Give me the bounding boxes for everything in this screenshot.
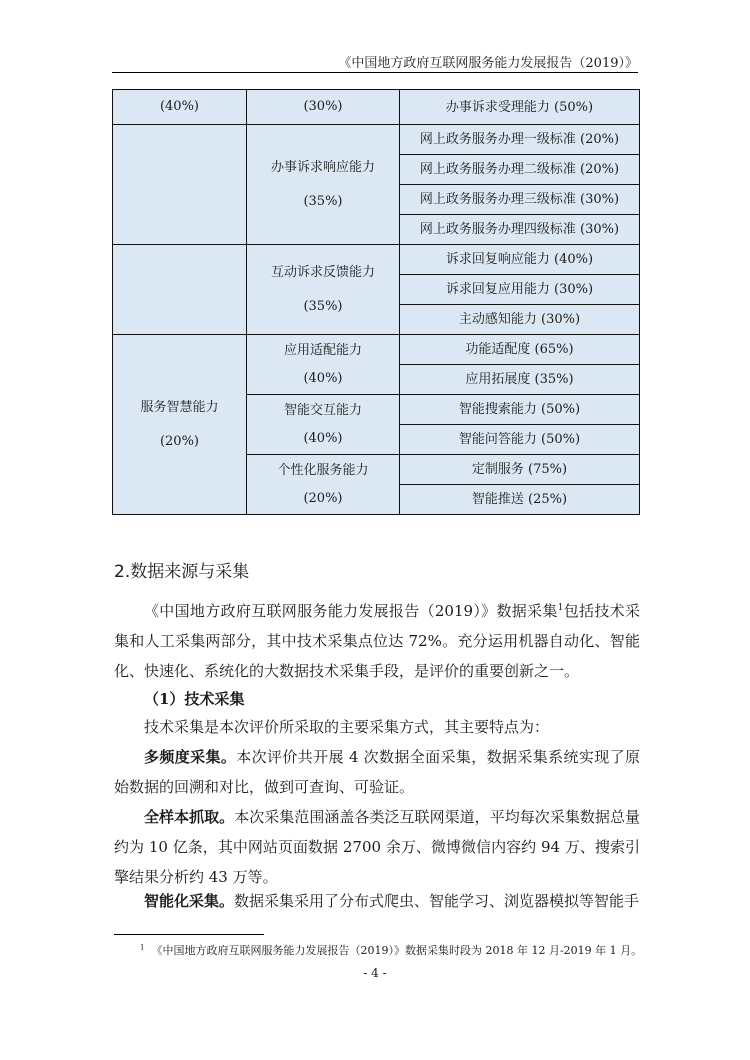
table-cell: 应用拓展度 (35%) [400, 365, 640, 395]
table-cell: 智能搜索能力 (50%) [400, 395, 640, 425]
group-name: 智能交互能力 [283, 402, 362, 418]
group-weight: (40%) [303, 370, 343, 386]
paragraph [114, 596, 640, 686]
table-cell-group [247, 395, 400, 455]
table-cell: 主动感知能力 (30%) [400, 305, 640, 335]
table-cell: 网上政务服务办理二级标准 (20%) [400, 155, 640, 185]
subsection-heading: （1）技术采集 [144, 690, 245, 708]
table-cell: 功能适配度 (65%) [400, 335, 640, 365]
paragraph-lead: 多频度采集。 [144, 748, 237, 766]
table-cell-group [113, 335, 247, 515]
footnote-text: 《中国地方政府互联网服务能力发展报告（2019）》数据采集时段为 2018 年 12 月-2019 年 1 月。 [151, 944, 643, 957]
table-cell: (30%) [247, 90, 400, 125]
paragraph-text: 本次采集范围涵盖各类泛互联网渠道，平均每次采集数据总量约为 10 亿条，其中网站页面数据 2700 余万、微博微信内容约 94 万、搜索引擎结果分析约 43 万等。 [114, 808, 640, 886]
group-weight: (20%) [303, 490, 343, 506]
paragraph-lead: 智能化采集。 [144, 892, 235, 910]
paragraph [114, 742, 640, 802]
paragraph-text: 《中国地方政府互联网服务能力发展报告（2019）》数据采集 [144, 602, 558, 620]
table-cell: 网上政务服务办理三级标准 (30%) [400, 185, 640, 215]
group-name: 服务智慧能力 [140, 399, 219, 415]
section-heading: 2.数据来源与采集 [114, 562, 250, 582]
group-weight: (20%) [159, 433, 200, 449]
indicator-table [112, 89, 640, 515]
table-cell: 网上政务服务办理四级标准 (30%) [400, 215, 640, 245]
paragraph-text: 本次评价共开展 4 次数据全面采集，数据采集系统实现了原始数据的回溯和对比，做到可查询、可验证。 [114, 748, 640, 796]
footnote-rule [114, 934, 264, 935]
table-cell: 办事诉求受理能力 (50%) [400, 90, 640, 125]
group-name: 应用适配能力 [283, 342, 362, 358]
table-cell-group [247, 335, 400, 395]
table-cell: 网上政务服务办理一级标准 (20%) [400, 125, 640, 155]
footnote-mark: 1 [140, 943, 145, 952]
paragraph-text: 数据采集采用了分布式爬虫、智能学习、浏览器模拟等智能手 [234, 892, 640, 910]
table-cell: 智能问答能力 (50%) [400, 425, 640, 455]
table-cell: 诉求回复应用能力 (30%) [400, 275, 640, 305]
group-weight: (35%) [303, 298, 343, 314]
running-header: 《中国地方政府互联网服务能力发展报告（2019）》 [338, 56, 638, 71]
table-cell: 智能推送 (25%) [400, 485, 640, 515]
table-cell-blank [113, 245, 247, 335]
group-name: 办事诉求响应能力 [270, 159, 375, 175]
group-weight: (35%) [303, 193, 343, 209]
table-cell: 定制服务 (75%) [400, 455, 640, 485]
table-cell-group [247, 125, 400, 245]
header-rule [112, 72, 638, 73]
table-cell-top-weight: (40%) [113, 90, 247, 125]
page-number: - 4 - [363, 966, 387, 980]
paragraph-text: 包括技术采集和人工采集两部分，其中技术采集点位达 72%。充分运用机器自动化、智能化、快速化、系统化的大数据技术采集手段，是评价的重要创新之一。 [114, 602, 640, 680]
group-weight: (40%) [303, 430, 343, 446]
paragraph-lead: 全样本抓取。 [144, 808, 235, 826]
paragraph [114, 802, 640, 892]
table-cell-group [247, 455, 400, 515]
table-cell: 诉求回复响应能力 (40%) [400, 245, 640, 275]
group-name: 互动诉求反馈能力 [270, 264, 375, 280]
footnote [140, 942, 642, 958]
paragraph [114, 886, 640, 916]
table-cell-blank [113, 125, 247, 245]
paragraph: 技术采集是本次评价所采取的主要采集方式，其主要特点为： [144, 718, 550, 736]
footnote-ref[interactable]: 1 [557, 603, 564, 613]
table-cell-group [247, 245, 400, 335]
group-name: 个性化服务能力 [277, 462, 369, 478]
